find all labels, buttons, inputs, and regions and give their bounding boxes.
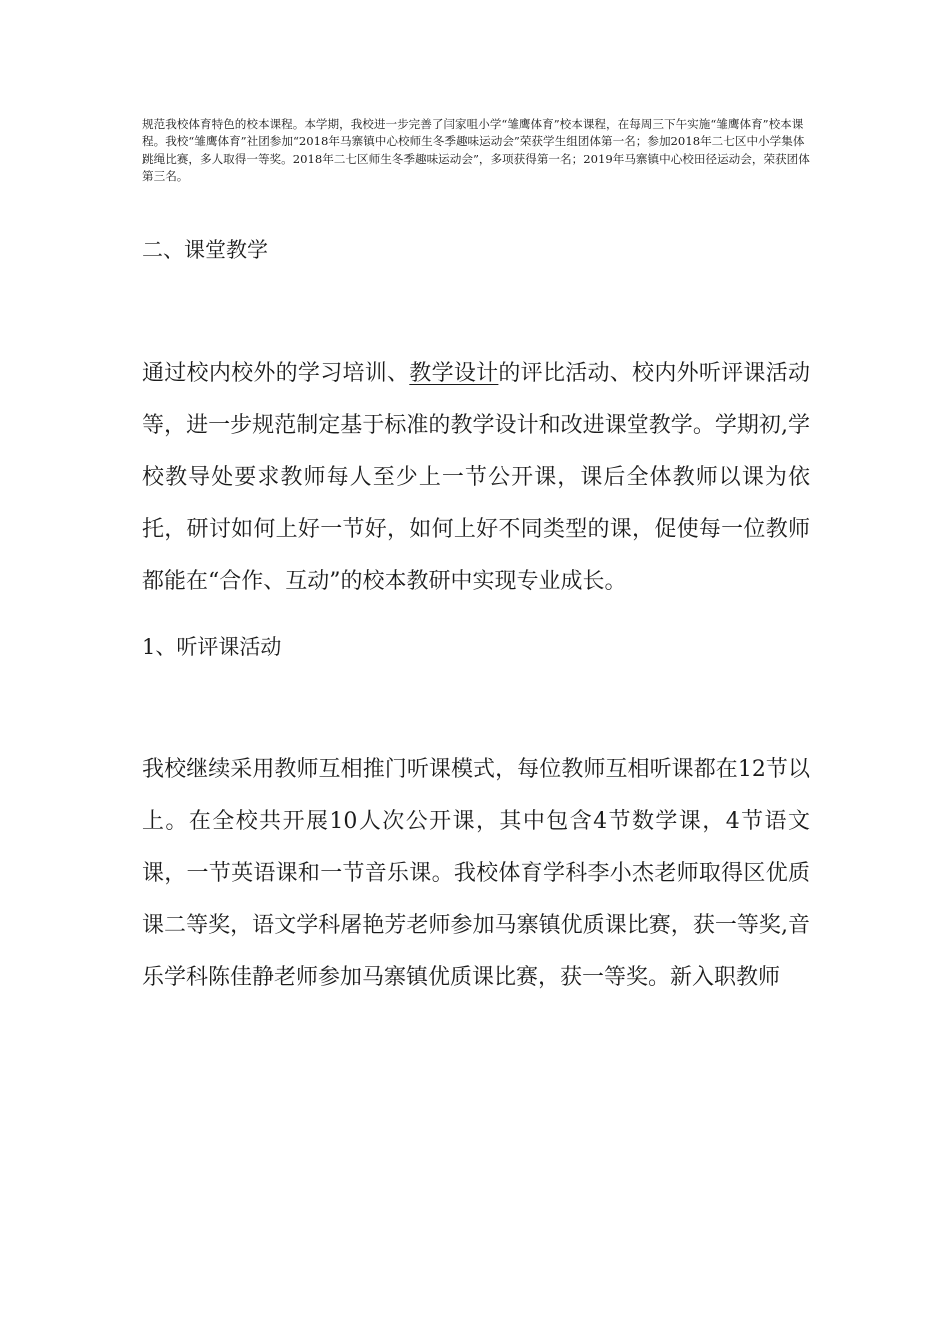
- section-heading-classroom-teaching: 二、课堂教学: [142, 238, 268, 262]
- paragraph-text-before-link: 通过校内校外的学习培训、: [142, 361, 410, 386]
- paragraph-text-after-link: 的评比活动、校内外听评课活动等，进一步规范制定基于标准的教学设计和改进课堂教学。学期初,学校教导处要求教师每人至少上一节公开课，课后全体教师以课为依托，研讨如何上好一节好，如何上好不同类型的课，促使每一位教师都能在“合作、互动”的校本教研中实现专业成长。: [142, 361, 810, 594]
- sports-course-paragraph: 规范我校体育特色的校本课程。本学期，我校进一步完善了闫家咀小学“雏鹰体育”校本课程，在每周三下午实施“雏鹰体育”校本课程。我校“雏鹰体育”社团参加“2018年马寨镇中心校师生冬季趣味运动会”荣获学生组团体第一名；参加2018年二七区中小学集体跳绳比赛，多人取得一等奖。2018年二七区师生冬季趣味运动会”，多项获得第一名；2019年马寨镇中心校田径运动会，荣获团体第三名。: [142, 116, 810, 184]
- teaching-design-link[interactable]: 教学设计: [409, 361, 499, 386]
- classroom-teaching-paragraph: [142, 348, 810, 608]
- subsection-heading-lesson-observation: 1、听评课活动: [142, 635, 282, 659]
- lesson-observation-paragraph: 我校继续采用教师互相推门听课模式，每位教师互相听课都在12节以上。在全校共开展10人次公开课，其中包含4节数学课，4节语文课，一节英语课和一节音乐课。我校体育学科李小杰老师取得区优质课二等奖，语文学科屠艳芳老师参加马寨镇优质课比赛，获一等奖,音乐学科陈佳静老师参加马寨镇优质课比赛，获一等奖。新入职教师: [142, 757, 810, 990]
